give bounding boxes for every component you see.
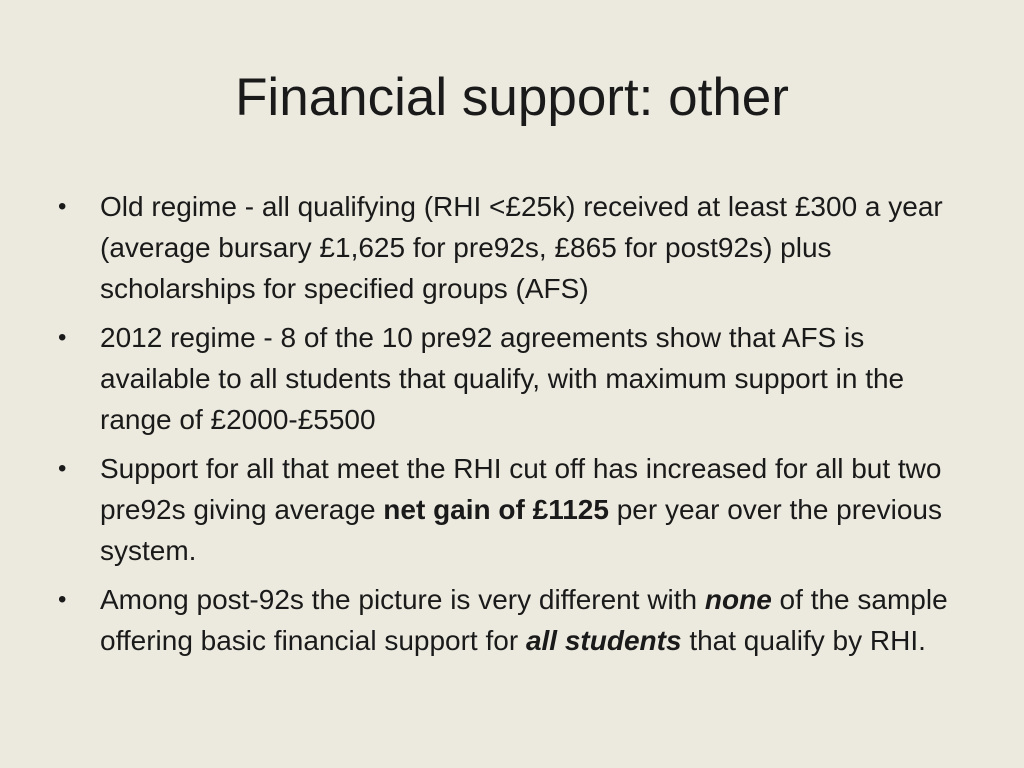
bullet-text: 2012 regime - 8 of the 10 pre92 agreements show that AFS is available to all students that qualify, with maximum support in the range of £2000-£5500 [100, 322, 905, 435]
bullet-list [56, 186, 976, 669]
bullet-marker: • [58, 324, 67, 351]
bullet-marker: • [58, 455, 67, 482]
all-students-highlight: all students [525, 625, 682, 656]
bullet-marker: • [58, 193, 67, 220]
bullet-post92s [56, 579, 976, 661]
none-highlight: none [704, 584, 772, 615]
slide-title: Financial support: other [235, 68, 789, 127]
bullet-text: Old regime - all qualifying (RHI <£25k) received at least £300 a year (average bursary £1,625 for pre92s, £865 for post92s) plus scholarships for specified groups (AFS) [100, 191, 943, 304]
bullet-text: Among post-92s the picture is very different with [100, 584, 705, 615]
net-gain-highlight: net gain of £1125 [383, 494, 609, 525]
bullet-support-increase [56, 448, 976, 571]
bullet-marker: • [58, 586, 67, 613]
bullet-text: of the sample offering basic financial support for [100, 584, 948, 656]
bullet-text: per year over the previous system. [100, 494, 942, 566]
bullet-2012-regime [56, 317, 976, 440]
bullet-old-regime [56, 186, 976, 309]
bullet-text: Support for all that meet the RHI cut off has increased for all but two pre92s giving average [100, 453, 942, 525]
bullet-text: that qualify by RHI. [681, 625, 926, 656]
